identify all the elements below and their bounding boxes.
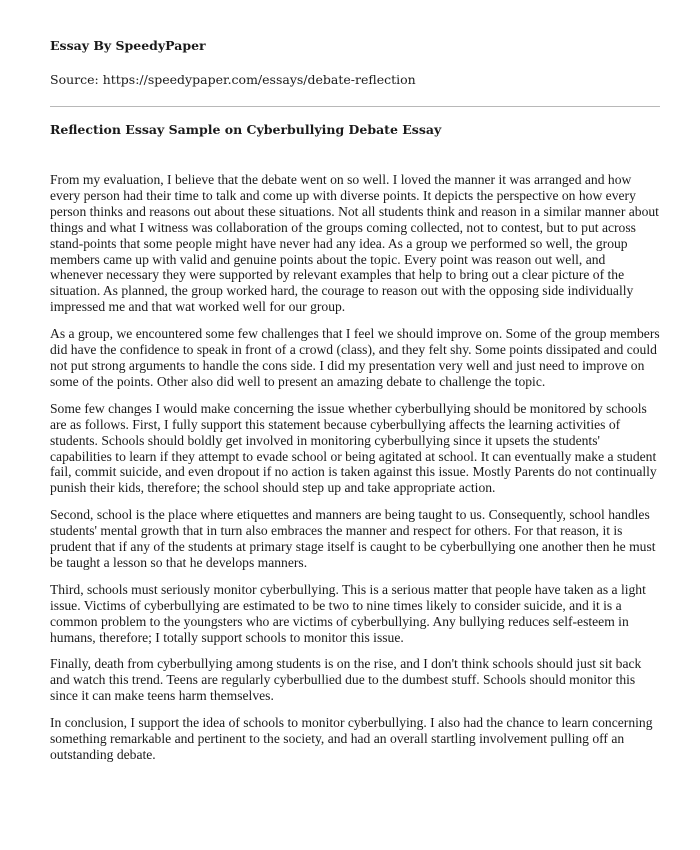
document-header-title: Essay By SpeedyPaper — [50, 38, 206, 53]
essay-paragraph: As a group, we encountered some few challenges that I feel we should improve on. Some of the group members did have the confidence to speak in front of a crowd (class), and they felt shy. Some points dissipated and could not put strong arguments to handle the cons side. I did my presentation very well and just need to improve on some of the points. Other also did well to present an amazing debate to challenge the topic. — [50, 326, 660, 389]
source-line: Source: https://speedypaper.com/essays/debate-reflection — [50, 72, 416, 87]
header-divider — [50, 106, 660, 107]
essay-paragraph: Some few changes I would make concerning the issue whether cyberbullying should be monitored by schools are as follows. First, I fully support this statement because cyberbullying affects the learning activities of students. Schools should boldly get involved in monitoring cyberbullying since it upsets the students' capabilities to learn if they attempt to evade school or being agitated at school. It can eventually make a student fail, commit suicide, and even dropout if no action is taken against this issue. Mostly Parents do not continually punish their kids, therefore; the school should step up and take appropriate action. — [50, 400, 657, 496]
essay-title: Reflection Essay Sample on Cyberbullying Debate Essay — [50, 122, 442, 137]
essay-paragraph: In conclusion, I support the idea of schools to monitor cyberbullying. I also had the chance to learn concerning something remarkable and pertinent to the society, and had an overall startling involvement pulling off an outstanding debate. — [50, 715, 653, 762]
essay-paragraph: Second, school is the place where etiquettes and manners are being taught to us. Consequently, school handles students' mental growth that in turn also embraces the manner and respect for others. For that reason, it is prudent that if any of the students at primary stage itself is caught to be cyberbullying one another then he must be taught a lesson so that he develops manners. — [50, 507, 656, 570]
document-page — [50, 38, 660, 774]
essay-paragraph: Third, schools must seriously monitor cyberbullying. This is a serious matter that people have taken as a light issue. Victims of cyberbullying are estimated to be two to nine times likely to consider suicide, and it is a common problem to the youngsters who are victims of cyberbullying. Any bullying reduces self-esteem in humans, therefore; I totally support schools to monitor this issue. — [50, 581, 646, 645]
essay-paragraph: From my evaluation, I believe that the debate went on so well. I loved the manner it was arranged and how every person had their time to talk and come up with diverse points. It depicts the perspective on how every person thinks and reasons out about these situations. Not all students think and reason in a similar manner about things and what I witness was collaboration of the groups coming collected, not to contest, but to put across stand-points that some people might have never had any idea. As a group we performed so well, the group members came up with valid and genuine points about the topic. Every point was reason out well, and whenever necessary they were supported by relevant examples that help to bring out a clear picture of the situation. As planned, the group worked hard, the courage to reason out with the opposing side individually impressed me and that wat worked well for our group. — [50, 172, 659, 315]
essay-body — [50, 172, 660, 763]
essay-paragraph: Finally, death from cyberbullying among students is on the rise, and I don't think schools should just sit back and watch this trend. Teens are regularly cyberbullied due to the dumbest stuff. Schools should monitor this since it can make teens harm themselves. — [50, 656, 642, 704]
